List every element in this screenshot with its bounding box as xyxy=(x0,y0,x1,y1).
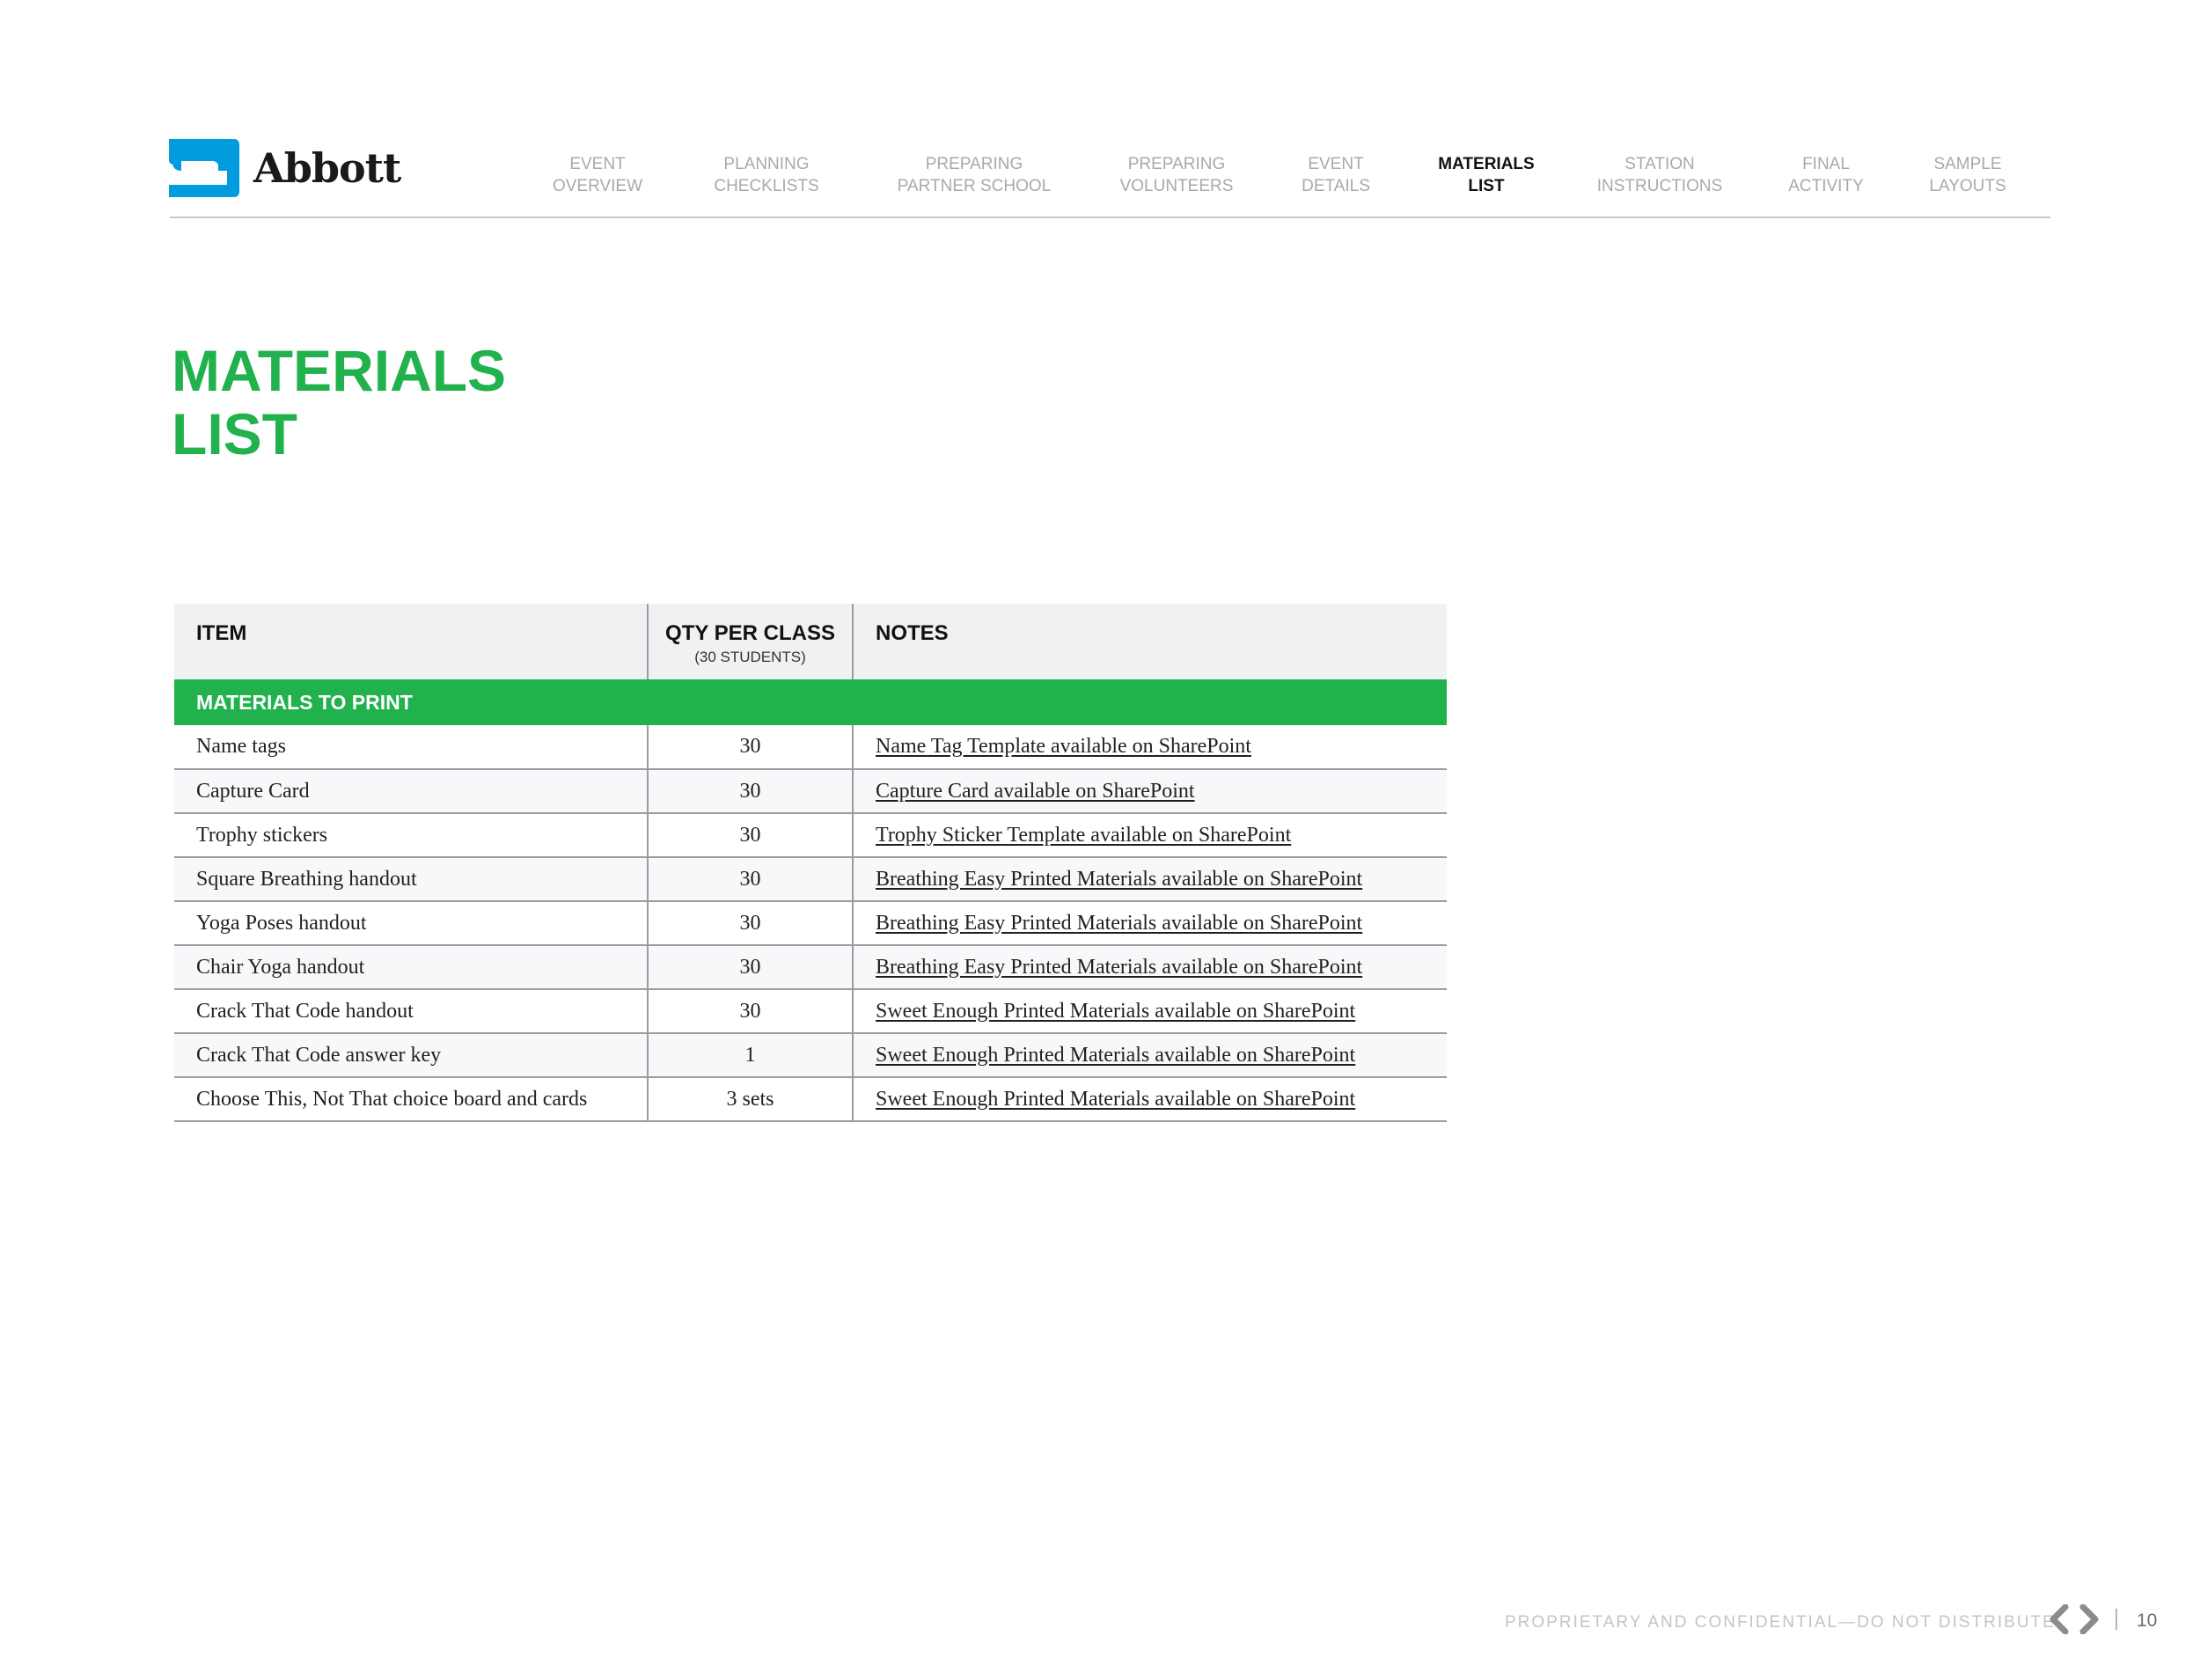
table-row xyxy=(174,1033,1447,1077)
table-row xyxy=(174,725,1447,769)
cell-notes xyxy=(853,725,1447,769)
nav-item-sample-layouts[interactable] xyxy=(1871,153,2064,197)
cell-qty: 30 xyxy=(648,901,853,945)
table-row xyxy=(174,945,1447,989)
column-header-qty-label: QTY PER CLASS xyxy=(665,621,835,645)
nav-item-materials-list[interactable] xyxy=(1390,153,1583,197)
cell-qty: 30 xyxy=(648,769,853,813)
brand-name: Abbott xyxy=(253,144,401,192)
nav-item-line: EVENT xyxy=(1308,155,1364,173)
abbott-logo xyxy=(169,139,400,197)
cell-notes xyxy=(853,813,1447,857)
sharepoint-link[interactable]: Breathing Easy Printed Materials available on SharePoint xyxy=(876,867,1363,891)
confidential-notice: PROPRIETARY AND CONFIDENTIAL—DO NOT DISTRIBUTE xyxy=(1505,1613,2056,1632)
table-row xyxy=(174,901,1447,945)
cell-qty: 3 sets xyxy=(648,1077,853,1121)
cell-notes xyxy=(853,1077,1447,1121)
cell-item: Crack That Code handout xyxy=(174,989,648,1033)
sharepoint-link[interactable]: Breathing Easy Printed Materials available on SharePoint xyxy=(876,955,1363,979)
nav-item-line: SAMPLE xyxy=(1933,155,2002,173)
cell-item: Trophy stickers xyxy=(174,813,648,857)
section-row xyxy=(174,679,1447,725)
cell-notes xyxy=(853,857,1447,901)
nav-item-line: LIST xyxy=(1468,177,1505,195)
nav-item-line: ACTIVITY xyxy=(1788,177,1864,195)
cell-qty: 30 xyxy=(648,945,853,989)
nav-item-line: PREPARING xyxy=(1127,155,1226,173)
nav-item-line: CHECKLISTS xyxy=(714,177,819,195)
nav-item-station-instructions[interactable] xyxy=(1563,153,1756,197)
page-title xyxy=(172,339,506,466)
nav-item-line: EVENT xyxy=(569,155,626,173)
nav-item-line: OVERVIEW xyxy=(552,177,643,195)
cell-item: Yoga Poses handout xyxy=(174,901,648,945)
cell-qty: 30 xyxy=(648,725,853,769)
sharepoint-link[interactable]: Sweet Enough Printed Materials available on SharePoint xyxy=(876,1043,1356,1067)
header-divider xyxy=(170,216,2050,218)
nav-item-line: STATION xyxy=(1624,155,1695,173)
sharepoint-link[interactable]: Breathing Easy Printed Materials available on SharePoint xyxy=(876,911,1363,935)
column-header-notes: NOTES xyxy=(853,604,1447,679)
nav-item-line: VOLUNTEERS xyxy=(1119,177,1234,195)
cell-qty: 30 xyxy=(648,813,853,857)
table-row xyxy=(174,857,1447,901)
sharepoint-link[interactable]: Capture Card available on SharePoint xyxy=(876,779,1195,803)
nav-item-line: FINAL xyxy=(1802,155,1850,173)
abbott-logo-mark-icon xyxy=(169,139,239,197)
nav-item-line: LAYOUTS xyxy=(1929,177,2006,195)
page-title-line: LIST xyxy=(172,401,297,466)
page-number: 10 xyxy=(2137,1610,2158,1631)
cell-notes xyxy=(853,945,1447,989)
sharepoint-link[interactable]: Trophy Sticker Template available on SharePoint xyxy=(876,823,1292,847)
nav-item-event-overview[interactable] xyxy=(501,153,694,197)
sharepoint-link[interactable]: Name Tag Template available on SharePoint xyxy=(876,735,1251,758)
cell-notes xyxy=(853,989,1447,1033)
cell-item: Name tags xyxy=(174,725,648,769)
cell-item: Chair Yoga handout xyxy=(174,945,648,989)
page-title-line: MATERIALS xyxy=(172,338,507,403)
nav-item-planning-checklists[interactable] xyxy=(670,153,863,197)
sharepoint-link[interactable]: Sweet Enough Printed Materials available on SharePoint xyxy=(876,1087,1356,1111)
nav-item-line: MATERIALS xyxy=(1438,155,1535,173)
footer-divider xyxy=(2116,1609,2117,1630)
column-header-item: ITEM xyxy=(174,604,648,679)
cell-item: Choose This, Not That choice board and cards xyxy=(174,1077,648,1121)
table-row xyxy=(174,813,1447,857)
chevron-right-icon[interactable] xyxy=(2078,1604,2101,1634)
nav-item-preparing-partner-school[interactable] xyxy=(877,153,1071,197)
chevron-left-icon[interactable] xyxy=(2048,1604,2071,1634)
section-label: MATERIALS TO PRINT xyxy=(174,679,1447,725)
materials-table xyxy=(174,604,1447,1122)
cell-qty: 1 xyxy=(648,1033,853,1077)
cell-notes xyxy=(853,769,1447,813)
nav-item-line: PLANNING xyxy=(723,155,810,173)
nav-item-line: INSTRUCTIONS xyxy=(1596,177,1723,195)
sharepoint-link[interactable]: Sweet Enough Printed Materials available on SharePoint xyxy=(876,999,1356,1023)
cell-qty: 30 xyxy=(648,857,853,901)
cell-qty: 30 xyxy=(648,989,853,1033)
nav-item-line: DETAILS xyxy=(1302,177,1370,195)
cell-item: Crack That Code answer key xyxy=(174,1033,648,1077)
nav-item-line: PARTNER SCHOOL xyxy=(897,177,1052,195)
table-row xyxy=(174,1077,1447,1121)
table-row xyxy=(174,989,1447,1033)
cell-notes xyxy=(853,901,1447,945)
nav-item-line: PREPARING xyxy=(925,155,1023,173)
column-header-qty-sublabel: (30 STUDENTS) xyxy=(694,649,806,665)
cell-notes xyxy=(853,1033,1447,1077)
cell-item: Capture Card xyxy=(174,769,648,813)
table-row xyxy=(174,769,1447,813)
cell-item: Square Breathing handout xyxy=(174,857,648,901)
table-header-row xyxy=(174,604,1447,679)
column-header-qty xyxy=(648,604,853,679)
